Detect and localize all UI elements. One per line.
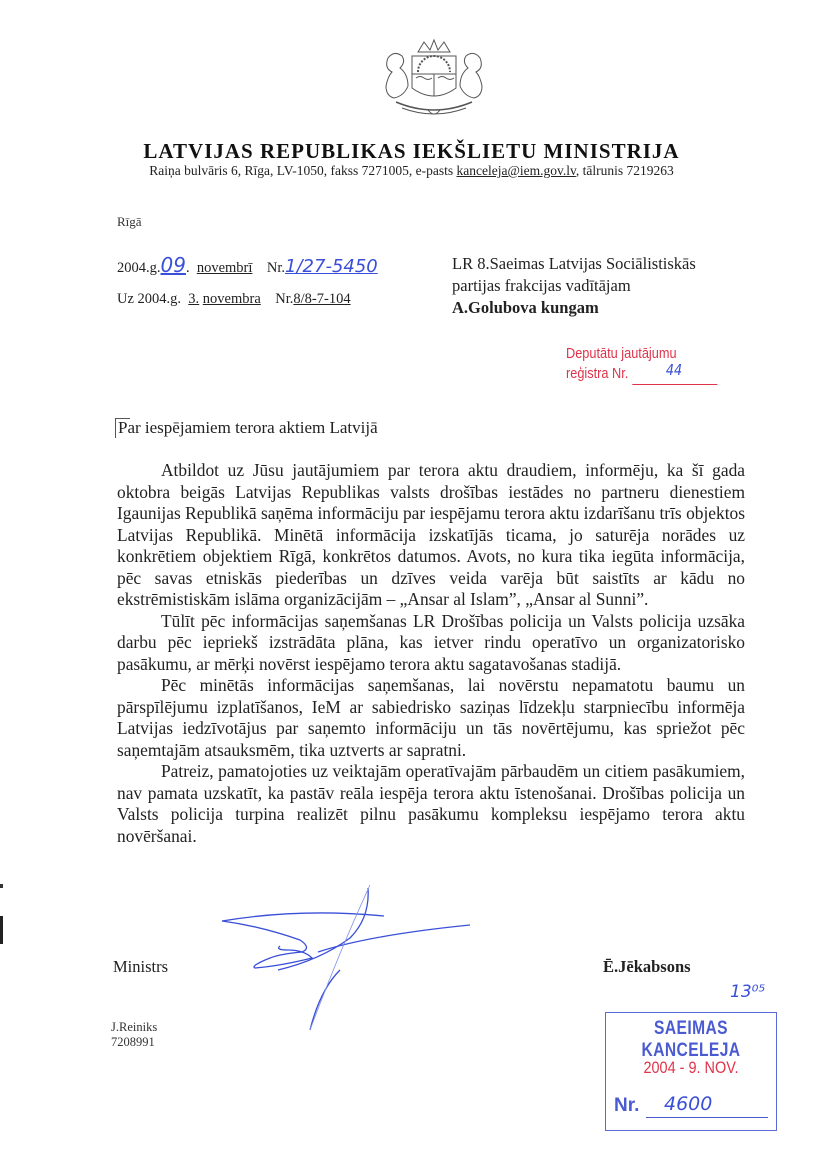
organization-title: LATVIJAS REPUBLIKAS IEKŠLIETU MINISTRIJA [143, 139, 680, 163]
scan-artifact [0, 916, 3, 944]
prepared-by [111, 1020, 157, 1050]
registry-number-handwritten: 44 [665, 361, 683, 379]
handwritten-day: 09 [160, 253, 186, 277]
signer-name: Ē.Jēkabsons [603, 957, 691, 976]
body-paragraph: Patreiz, pamatojoties uz veiktajām operatīvajām pārbaudēm un citiem pasākumiem, nav pamata uzskatīt, ka pastāv reāla iespēja terora aktu īstenošanai. Drošības policija un Valsts policija turpina realizēt pilnu pasākumu kompleksu iespējamo terora aktu novēršanai. [117, 761, 745, 846]
handwritten-document-number: 1/27-5450 [285, 256, 378, 277]
received-stamp [605, 1012, 777, 1131]
preparer-name: J.Reiniks [111, 1020, 158, 1034]
registry-stamp [566, 344, 717, 385]
body-paragraph: Atbildot uz Jūsu jautājumiem par terora aktu draudiem, informēju, ka šī gada oktobra beigās Latvijas Republikas valsts drošības iestādes no partneru dienestiem Igaunijas Republikā saņēma informāciju par iespējamu terora aktu izdarīšanu trīs objektos Latvijas Republikā. Minētā informācija izskatījās ticama, jo saturēja norādes uz konkrētiem objektiem Rīgā, konkrētos datumos. Avots, no kura tika iegūta informācija, pēc savas etniskās piederības un dzīves veida varēja būt saistīts ar kādu no ekstrēmistiskām islāma organizācijām – „Ansar al Islam”, „Ansar al Sunni”. [117, 460, 745, 609]
coat-of-arms-emblem [378, 38, 490, 120]
ref-number: 8/8-7-104 [293, 291, 351, 307]
handwritten-receipt-time: 13⁰⁵ [730, 982, 766, 1002]
letter-subject: Par iespējamiem terora aktiem Latvijā [115, 418, 378, 438]
organization-address [0, 163, 823, 179]
body-paragraph: Pēc minētās informācijas saņemšanas, lai novērstu nepamatotu baumu un pārspīlējumu izplatīšanos, IeM ar sabiedrisko saziņas līdzekļu starpniecību informēja Latvijas iedzīvotājus par saņemto informāciju un tās novērtējumu, kas spriežot pēc saņemtajām atsauksmēm, tika uztverts ar sapratni. [117, 675, 745, 760]
registry-stamp-line-2: reģistra Nr. [566, 365, 629, 382]
ref-month: novembra [202, 291, 261, 307]
preparer-phone: 7208991 [111, 1035, 155, 1049]
recipient-block [452, 253, 696, 319]
body-paragraph: Tūlīt pēc informācijas saņemšanas LR Drošības policija un Valsts policija uzsāka darbu pēc iepriekš izstrādāta plāna, kas ietver rindu operatīvo un organizatorisko pasākumu, ar mērķi novērst iespējamo terora aktu sagatavošanas stadijā. [117, 610, 745, 674]
received-stamp-number-handwritten: 4600 [664, 1093, 713, 1115]
received-stamp-nr-line [646, 1117, 768, 1118]
letter-body [117, 460, 745, 847]
date-month: novembrī [196, 260, 253, 276]
ref-prefix: Uz 2004.g. [117, 291, 182, 307]
handwritten-signature [220, 880, 470, 1040]
registry-number-field [632, 361, 717, 385]
ref-nr-label: Nr. [275, 291, 294, 307]
ref-day: 3. [188, 291, 200, 307]
email-link[interactable]: kanceleja@iem.gov.lv [456, 163, 576, 178]
scan-artifact [0, 884, 3, 888]
recipient-name: A.Golubova kungam [452, 298, 599, 317]
document-date-line: 2004.g.09. novembrī Nr.1/27-5450 [117, 253, 378, 277]
received-stamp-title: SAEIMAS KANCELEJA [641, 1018, 741, 1061]
recipient-line-2: partijas frakcijas vadītājam [452, 276, 631, 295]
registry-stamp-line-1: Deputātu jautājumu [566, 345, 677, 362]
signer-role: Ministrs [113, 957, 169, 976]
reference-line [117, 291, 351, 308]
received-stamp-nr-label: Nr. [614, 1095, 640, 1116]
received-stamp-date: 2004 - 9. NOV. [643, 1058, 739, 1077]
address-text: Raiņa bulvāris 6, Rīga, LV-1050, fakss 7271005, e-pasts [149, 163, 457, 178]
place-of-issue: Rīgā [117, 214, 142, 229]
recipient-line-1: LR 8.Saeimas Latvijas Sociālistiskās [452, 254, 696, 273]
date-prefix: 2004.g. [117, 260, 161, 276]
phone-text: , tālrunis 7219263 [575, 163, 674, 178]
nr-label: Nr. [266, 260, 286, 276]
